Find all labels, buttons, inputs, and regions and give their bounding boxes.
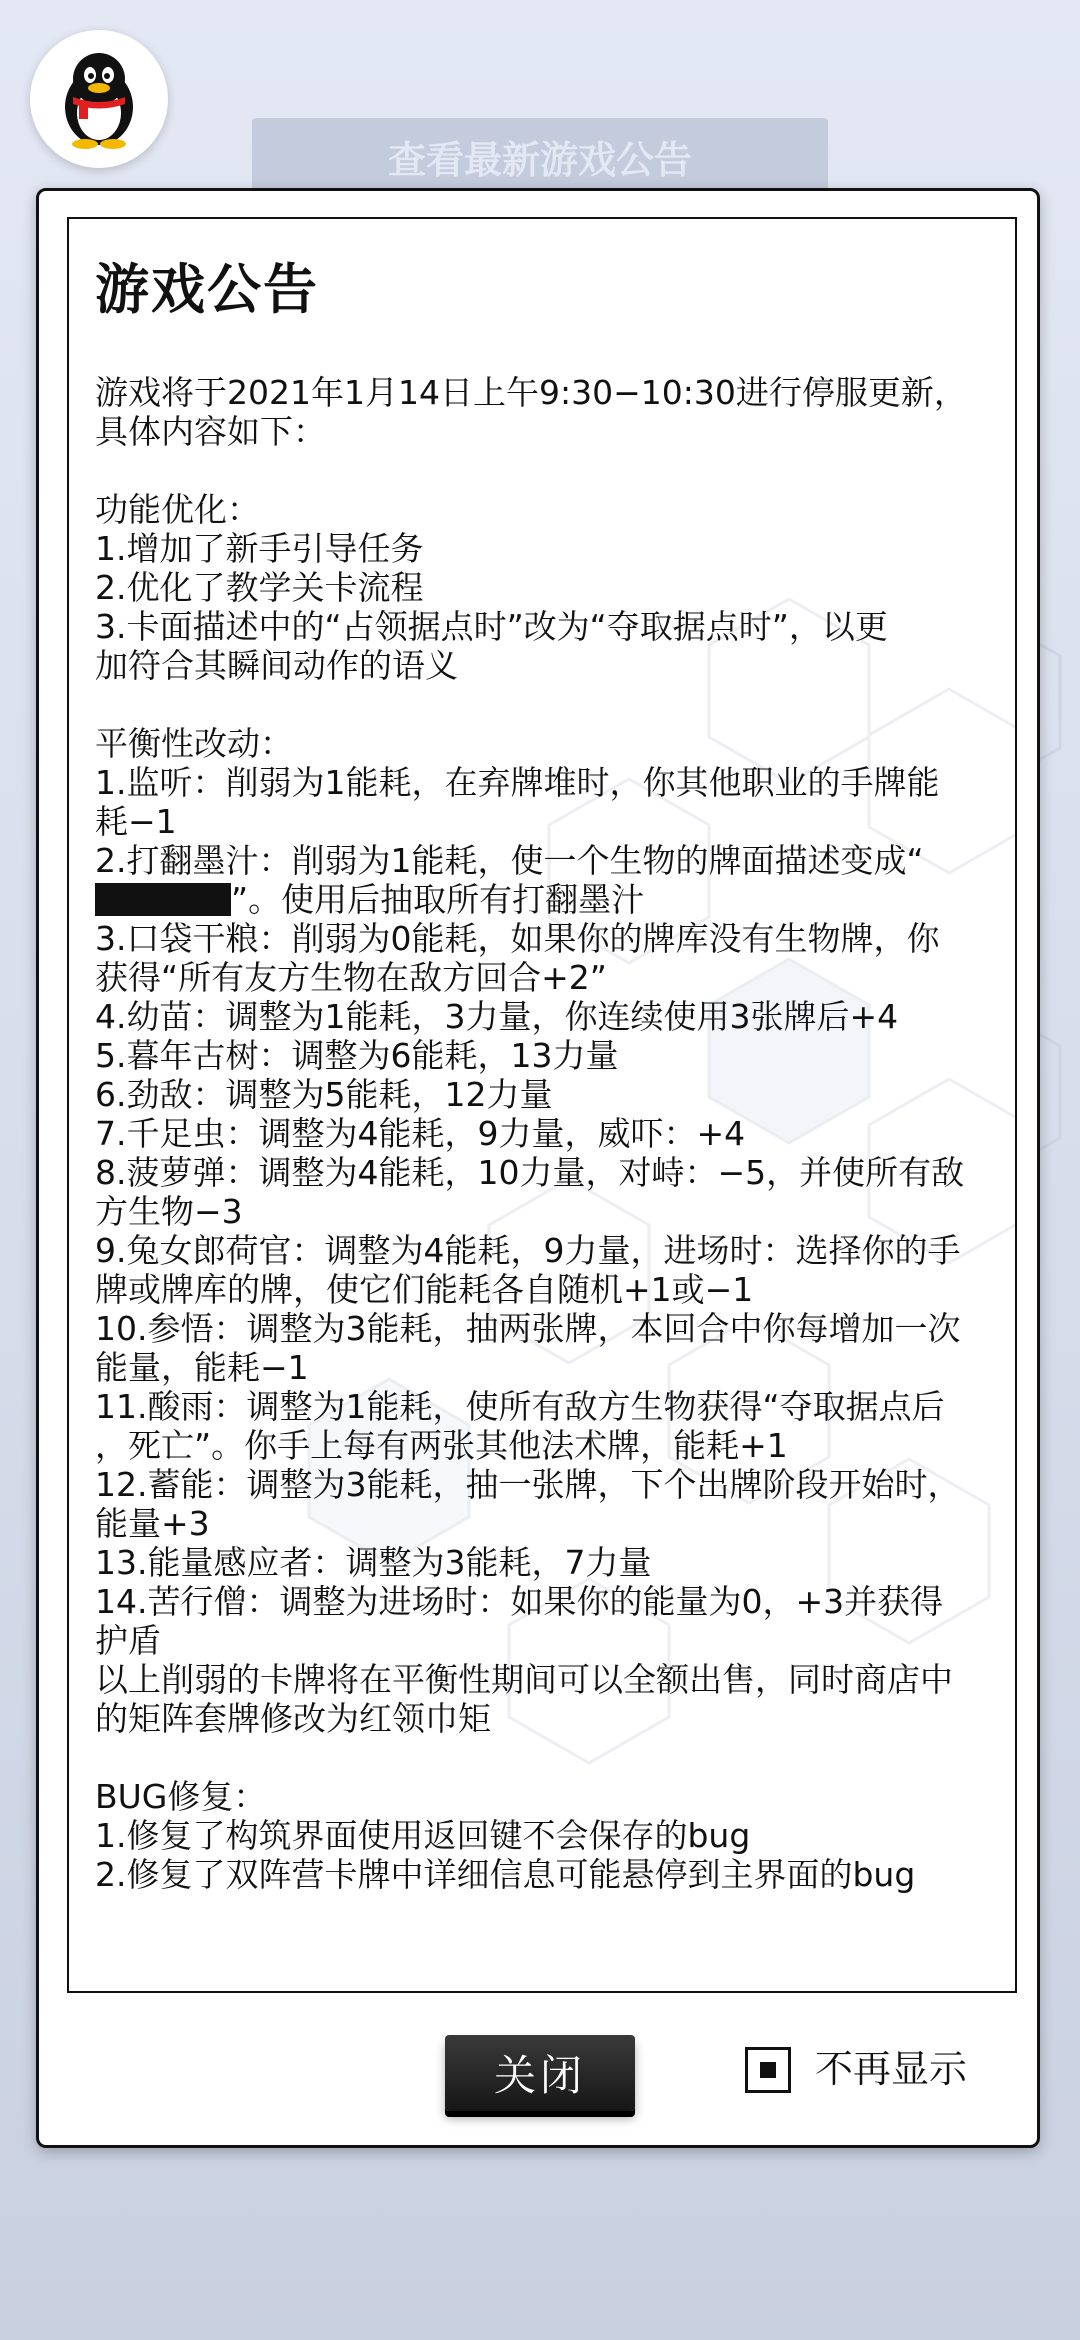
blank-line <box>95 451 995 490</box>
notice-line: 13.能量感应者：调整为3能耗，7力量 <box>95 1543 652 1582</box>
redacted-line <box>95 880 995 919</box>
notice-line: 2.打翻墨汁：削弱为1能耗，使一个生物的牌面描述变成“ <box>95 841 924 880</box>
notice-line: 游戏将于2021年1月14日上午9:30−10:30进行停服更新， <box>95 373 967 412</box>
notice-line: 14.苦行僧：调整为进场时：如果你的能量为0，+3并获得 <box>95 1582 944 1621</box>
notice-line: 10.参悟：调整为3能耗，抽两张牌，本回合中你每增加一次 <box>95 1309 961 1348</box>
notice-line: 1.增加了新手引导任务 <box>95 529 424 568</box>
notice-content-frame <box>67 217 1017 1993</box>
notice-line: 6.劲敌：调整为5能耗，12力量 <box>95 1075 553 1114</box>
notice-line: 9.兔女郎荷官：调整为4能耗，9力量，进场时：选择你的手 <box>95 1231 961 1270</box>
blank-line <box>95 685 995 724</box>
notice-line: 2.修复了双阵营卡牌中详细信息可能悬停到主界面的bug <box>95 1855 916 1894</box>
notice-line: 护盾 <box>95 1621 161 1660</box>
qq-penguin-avatar[interactable] <box>30 30 168 168</box>
notice-line: 1.修复了构筑界面使用返回键不会保存的bug <box>95 1816 751 1855</box>
notice-line: 能量+3 <box>95 1504 210 1543</box>
qq-penguin-icon <box>57 49 141 149</box>
dont-show-again-checkbox[interactable] <box>745 2047 791 2093</box>
notice-line: 8.菠萝弹：调整为4能耗，10力量，对峙：−5，并使所有敌 <box>95 1153 965 1192</box>
notice-title: 游戏公告 <box>95 258 319 321</box>
notice-line: 具体内容如下： <box>95 412 326 451</box>
notice-line: 加符合其瞬间动作的语义 <box>95 646 458 685</box>
notice-line: 的矩阵套牌修改为红领巾矩 <box>95 1699 491 1738</box>
dont-show-again-label[interactable]: 不再显示 <box>815 2047 968 2091</box>
notice-line: 耗−1 <box>95 802 177 841</box>
notice-line: 方生物−3 <box>95 1192 243 1231</box>
notice-line: 7.千足虫：调整为4能耗，9力量，威吓：+4 <box>95 1114 746 1153</box>
blank-line <box>95 1738 995 1777</box>
redaction-bar <box>95 883 231 916</box>
redacted-line-suffix: ”。使用后抽取所有打翻墨汁 <box>231 880 645 919</box>
notice-line: 12.蓄能：调整为3能耗，抽一张牌，下个出牌阶段开始时， <box>95 1465 961 1504</box>
notice-line: 11.酸雨：调整为1能耗，使所有敌方生物获得“夺取据点后 <box>95 1387 945 1426</box>
notice-line: 以上削弱的卡牌将在平衡性期间可以全额出售，同时商店中 <box>95 1660 953 1699</box>
notice-line: 3.卡面描述中的“占领据点时”改为“夺取据点时”，以更 <box>95 607 888 646</box>
notice-line: 能量，能耗−1 <box>95 1348 309 1387</box>
close-button[interactable]: 关闭 <box>445 2035 635 2111</box>
notice-body <box>95 373 995 1894</box>
notice-line: 3.口袋干粮：削弱为0能耗，如果你的牌库没有生物牌，你 <box>95 919 940 958</box>
notice-dialog <box>36 188 1040 2148</box>
notice-line: 1.监听：削弱为1能耗，在弃牌堆时，你其他职业的手牌能 <box>95 763 940 802</box>
notice-line: BUG修复： <box>95 1777 267 1816</box>
notice-line: 牌或牌库的牌，使它们能耗各自随机+1或−1 <box>95 1270 754 1309</box>
notice-line: 功能优化： <box>95 490 260 529</box>
notice-line: ，死亡”。你手上每有两张其他法术牌，能耗+1 <box>95 1426 788 1465</box>
notice-line: 5.暮年古树：调整为6能耗，13力量 <box>95 1036 619 1075</box>
notice-line: 2.优化了教学关卡流程 <box>95 568 424 607</box>
checkbox-checked-mark <box>760 2062 776 2078</box>
notice-line: 4.幼苗：调整为1能耗，3力量，你连续使用3张牌后+4 <box>95 997 899 1036</box>
view-latest-notice-button[interactable]: 查看最新游戏公告 <box>252 118 828 194</box>
notice-line: 平衡性改动： <box>95 724 293 763</box>
notice-line: 获得“所有友方生物在敌方回合+2” <box>95 958 607 997</box>
